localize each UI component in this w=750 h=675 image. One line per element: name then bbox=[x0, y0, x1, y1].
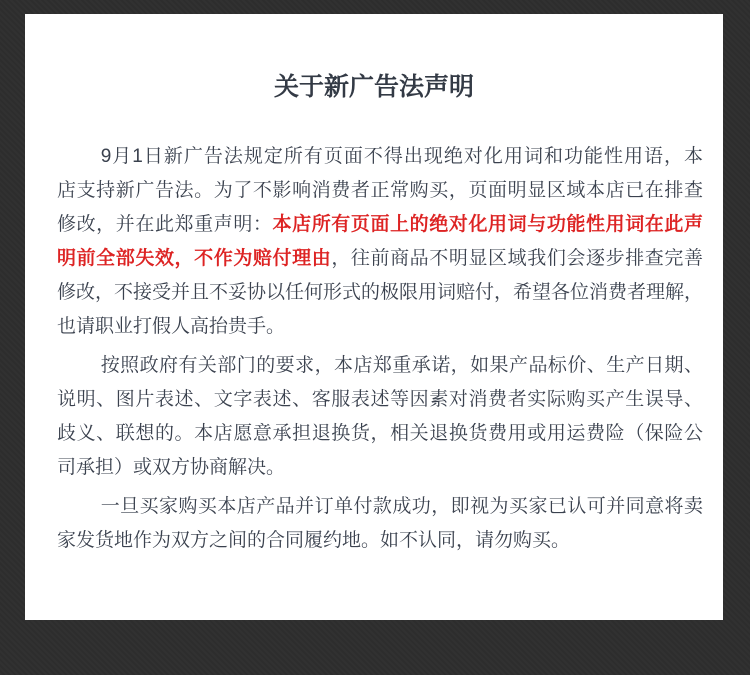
text-line bbox=[57, 349, 703, 383]
text-line bbox=[57, 208, 703, 242]
text-run: 9月1日新广告法规定所有页面不得出现绝对化用词和功能性用语，本 bbox=[100, 146, 703, 167]
text-line bbox=[57, 242, 703, 276]
emphasis-red-text: 本店所有页面上的绝对化用词与功能性用词在此声 bbox=[272, 214, 703, 235]
disclaimer-card bbox=[25, 14, 723, 620]
text-line bbox=[57, 140, 703, 174]
emphasis-red-text: 明前全部失效，不作为赔付理由 bbox=[57, 248, 332, 269]
paragraphs bbox=[57, 140, 703, 558]
paragraph bbox=[57, 140, 703, 344]
text-line bbox=[57, 451, 703, 485]
text-line bbox=[57, 310, 703, 344]
text-run: 也请职业打假人高抬贵手。 bbox=[57, 316, 286, 337]
text-line bbox=[57, 383, 703, 417]
text-run: 店支持新广告法。为了不影响消费者正常购买，页面明显区域本店已在排查 bbox=[57, 180, 703, 201]
text-line bbox=[57, 276, 703, 310]
text-run: 按照政府有关部门的要求，本店郑重承诺，如果产品标价、生产日期、 bbox=[100, 355, 703, 376]
page-title: 关于新广告法声明 bbox=[273, 73, 474, 101]
text-run: 修改，不接受并且不妥协以任何形式的极限用词赔付，希望各位消费者理解， bbox=[57, 282, 703, 303]
text-line bbox=[57, 490, 703, 524]
text-run: 家发货地作为双方之间的合同履约地。如不认同，请勿购买。 bbox=[57, 530, 571, 551]
text-run: 说明、图片表述、文字表述、客服表述等因素对消费者实际购买产生误导、 bbox=[57, 389, 703, 410]
paragraph bbox=[57, 490, 703, 558]
text-line bbox=[57, 417, 703, 451]
text-run: 一旦买家购买本店产品并订单付款成功，即视为买家已认可并同意将卖 bbox=[100, 496, 703, 517]
text-run: 司承担）或双方协商解决。 bbox=[57, 457, 286, 478]
text-line bbox=[57, 174, 703, 208]
paragraph bbox=[57, 349, 703, 485]
text-line bbox=[57, 524, 703, 558]
text-run: 修改，并在此郑重声明： bbox=[57, 214, 273, 235]
text-run: 歧义、联想的。本店愿意承担退换货，相关退换货费用或用运费险（保险公 bbox=[57, 423, 703, 444]
text-run: ，往前商品不明显区域我们会逐步排查完善 bbox=[331, 248, 703, 269]
